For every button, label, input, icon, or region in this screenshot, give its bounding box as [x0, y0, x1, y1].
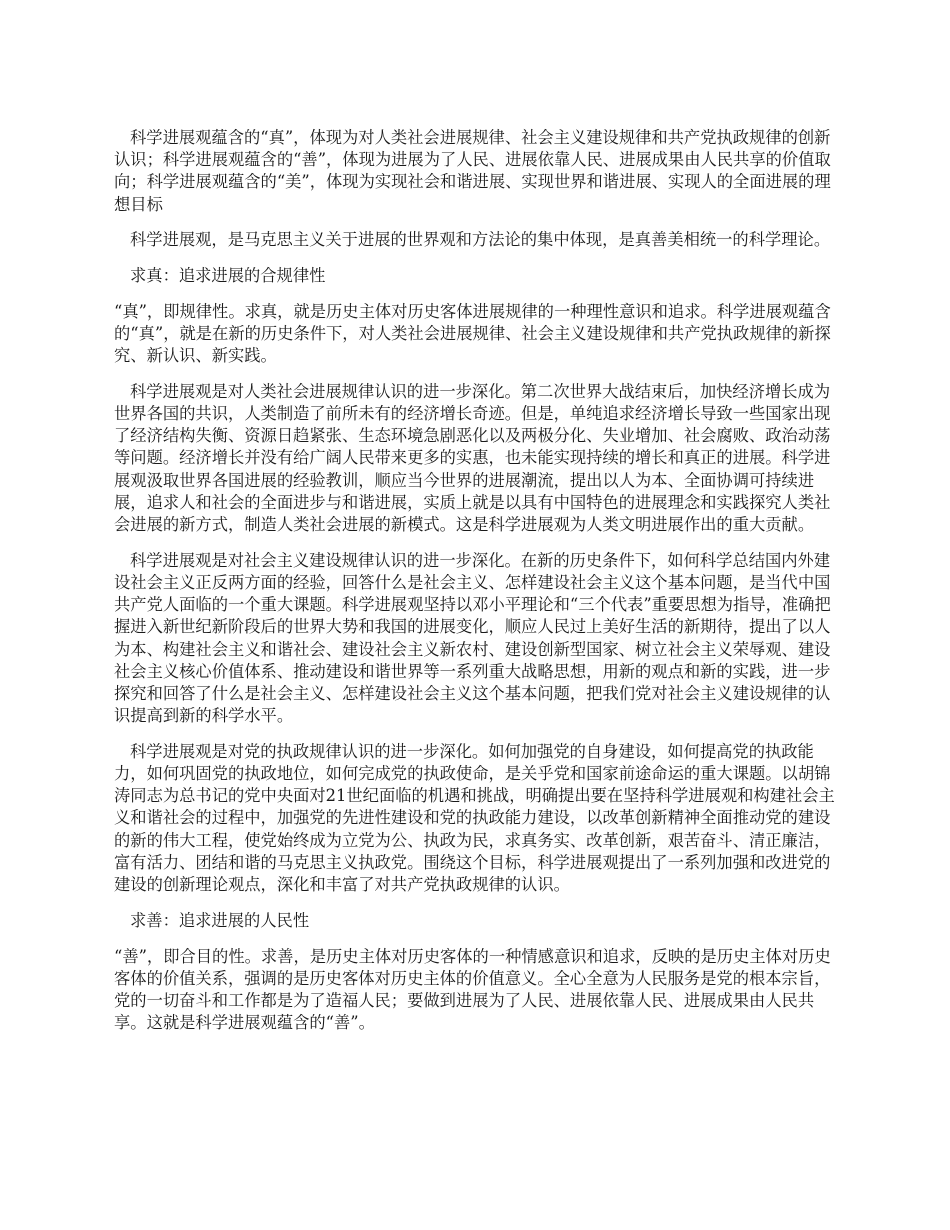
document-page [114, 127, 840, 1048]
paragraph-socialism: 科学进展观是对社会主义建设规律认识的进一步深化。在新的历史条件下，如何科学总结国内外建设社会主义正反两方面的经验，回答什么是社会主义、怎样建设社会主义这个基本问题，是当代中国共产党人面临的一个重大课题。科学进展观坚持以邓小平理论和“三个代表”重要思想为指导，准确把握进入新世纪新阶段后的世界大势和我国的进展变化，顺应人民过上美好生活的新期待，提出了以人为本、构建社会主义和谐社会、建设社会主义新农村、建设创新型国家、树立社会主义荣辱观、建设社会主义核心价值体系、推动建设和谐世界等一系列重大战略思想，用新的观点和新的实践，进一步探究和回答了什么是社会主义、怎样建设社会主义这个基本问题，把我们党对社会主义建设规律的认识提高到新的科学水平。 [114, 550, 831, 726]
paragraph-summary: 科学进展观，是马克思主义关于进展的世界观和方法论的集中体现，是真善美相统一的科学理论。 [130, 230, 831, 250]
paragraph-goodness-definition: “善”，即合目的性。求善，是历史主体对历史客体的一种情感意识和追求，反映的是历史主体对历史客体的价值关系，强调的是历史客体对历史主体的价值意义。全心全意为人民服务是党的根本宗旨，党的一切奋斗和工作都是为了造福人民；要做到进展为了人民、进展依靠人民、进展成果由人民共享。这就是科学进展观蕴含的“善”。 [114, 946, 831, 1033]
paragraph-party-governance: 科学进展观是对党的执政规律认识的进一步深化。如何加强党的自身建设，如何提高党的执政能力，如何巩固党的执政地位，如何完成党的执政使命，是关乎党和国家前途命运的重大课题。以胡锦涛同志为总书记的党中央面对21世纪面临的机遇和挑战，明确提出要在坚持科学进展观和构建社会主义和谐社会的过程中，加强党的先进性建设和党的执政能力建设，以改革创新精神全面推动党的建设的新的伟大工程，使党始终成为立党为公、执政为民，求真务实、改革创新，艰苦奋斗、清正廉洁，富有活力、团结和谐的马克思主义执政党。围绕这个目标，科学进展观提出了一系列加强和改进党的建设的创新理论观点，深化和丰富了对共产党执政规律的认识。 [114, 741, 835, 895]
paragraph-truth-definition: “真”，即规律性。求真，就是历史主体对历史客体进展规律的一种理性意识和追求。科学进展观蕴含的“真”，就是在新的历史条件下，对人类社会进展规律、社会主义建设规律和共产党执政规律的新探究、新认识、新实践。 [114, 301, 831, 366]
paragraph-human-society: 科学进展观是对人类社会进展规律认识的进一步深化。第二次世界大战结束后，加快经济增长成为世界各国的共识，人类制造了前所未有的经济增长奇迹。但是，单纯追求经济增长导致一些国家出现了经济结构失衡、资源日趋紧张、生态环境急剧恶化以及两极分化、失业增加、社会腐败、政治动荡等问题。经济增长并没有给广阔人民带来更多的实惠，也未能实现持续的增长和真正的进展。科学进展观汲取世界各国进展的经验教训，顺应当今世界的进展潮流，提出以人为本、全面协调可持续进展，追求人和社会的全面进步与和谐进展，实质上就是以具有中国特色的进展理念和实践探究人类社会进展的新方式，制造人类社会进展的新模式。这是科学进展观为人类文明进展作出的重大贡献。 [114, 381, 831, 535]
paragraph-intro: 科学进展观蕴含的“真”，体现为对人类社会进展规律、社会主义建设规律和共产党执政规律的创新认识；科学进展观蕴含的“善”，体现为进展为了人民、进展依靠人民、进展成果由人民共享的价值取向；科学进展观蕴含的“美”，体现为实现社会和谐进展、实现世界和谐进展、实现人的全面进展的理想目标 [114, 128, 831, 214]
section-heading-goodness: 求善：追求进展的人民性 [130, 910, 310, 930]
section-heading-truth: 求真：追求进展的合规律性 [130, 266, 326, 286]
